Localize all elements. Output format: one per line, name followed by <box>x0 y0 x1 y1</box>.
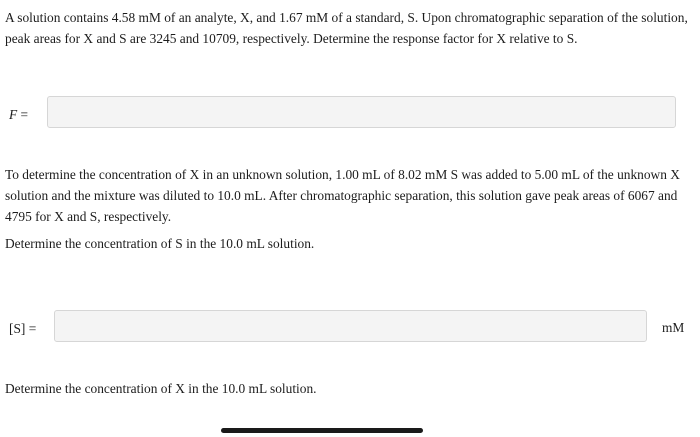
s-concentration-label: [S] = <box>9 321 37 336</box>
s-concentration-unit: mM <box>662 320 685 335</box>
response-factor-answer-box[interactable] <box>47 96 676 128</box>
response-factor-input[interactable] <box>48 97 675 127</box>
s-concentration-input[interactable] <box>55 311 646 341</box>
home-indicator-bar <box>221 428 423 433</box>
question-1-text: A solution contains 4.58 mM of an analyte, X, and 1.67 mM of a standard, S. Upon chromatographic separation of the solution, peak areas for X and S are 3245 and 10709, respectively. Determine the response factor for X relative to S. <box>5 10 688 46</box>
question-2-prompt: Determine the concentration of S in the 10.0 mL solution. <box>5 236 315 251</box>
response-factor-equals: = <box>17 107 29 122</box>
question-3-prompt: Determine the concentration of X in the 10.0 mL solution. <box>5 381 317 396</box>
s-concentration-answer-box[interactable] <box>54 310 647 342</box>
question-2-text: To determine the concentration of X in an unknown solution, 1.00 mL of 8.02 mM S was added to 5.00 mL of the unknown X solution and the mixture was diluted to 10.0 mL. After chromatographic separation, this solution gave peak areas of 6067 and 4795 for X and S, respectively. <box>5 167 680 224</box>
response-factor-variable: F <box>9 107 18 122</box>
response-factor-label <box>9 107 28 123</box>
